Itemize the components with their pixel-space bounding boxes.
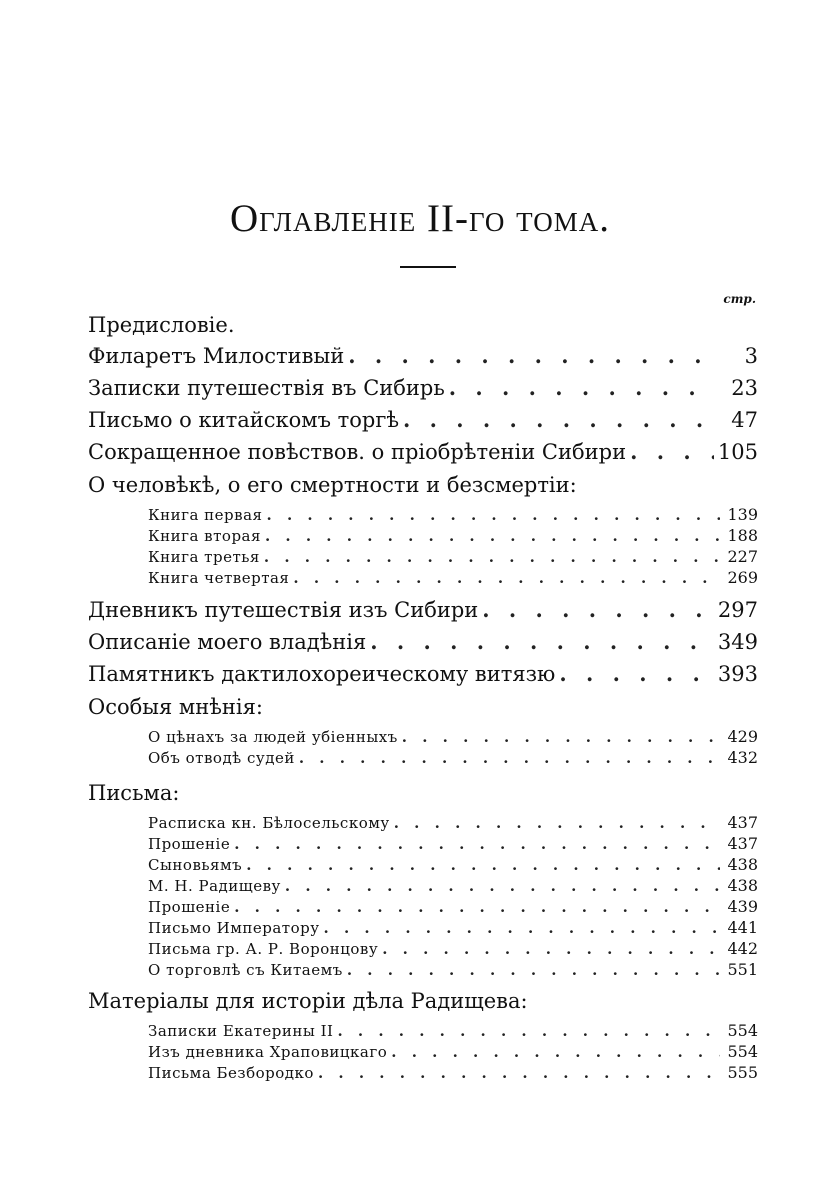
- toc-subentry-page: 555: [727, 1063, 758, 1082]
- toc-entry[interactable]: [88, 340, 758, 372]
- leader-dots: [394, 813, 720, 833]
- leader-dots: [630, 436, 714, 468]
- subentry-group-materials: [148, 1020, 758, 1083]
- toc-entry-page: 105: [717, 440, 758, 464]
- toc-preface[interactable]: Предисловіе.: [88, 313, 235, 337]
- leader-dots: [264, 547, 720, 567]
- leader-dots: [348, 340, 714, 372]
- toc-subentry-label: Записки Екатерины II: [148, 1022, 334, 1040]
- toc-subentry[interactable]: [148, 1041, 758, 1062]
- toc-subentry[interactable]: [148, 854, 758, 875]
- toc-entry[interactable]: [88, 658, 758, 690]
- leader-dots: [347, 960, 720, 980]
- toc-entry-label: Записки путешествія въ Сибирь: [88, 376, 445, 400]
- page-title: Оглавленіе II-го тома.: [229, 197, 611, 240]
- toc-subentry-label: Прошеніе: [148, 898, 231, 916]
- leader-dots: [382, 939, 720, 959]
- toc-subentry-page: 439: [727, 897, 758, 916]
- leader-dots: [267, 505, 720, 525]
- toc-subentry-label: Письма гр. А. Р. Воронцову: [148, 940, 379, 958]
- leader-dots: [324, 918, 720, 938]
- toc-entry-label: Филаретъ Милостивый: [88, 344, 345, 368]
- leader-dots: [265, 526, 720, 546]
- toc-subentry-label: Прошеніе: [148, 835, 231, 853]
- toc-subentry[interactable]: [148, 1062, 758, 1083]
- subentry-group-on-man: [148, 504, 758, 588]
- toc-subentry-page: 437: [727, 813, 758, 832]
- toc-subentry-page: 139: [727, 505, 758, 524]
- toc-subentry-page: 188: [727, 526, 758, 545]
- leader-dots: [299, 748, 720, 768]
- toc-subentry[interactable]: [148, 896, 758, 917]
- toc-subentry[interactable]: [148, 959, 758, 980]
- subentry-group-letters: [148, 812, 758, 980]
- leader-dots: [285, 876, 720, 896]
- toc-subentry[interactable]: [148, 525, 758, 546]
- toc-subentry[interactable]: [148, 917, 758, 938]
- toc-subentry-page: 438: [727, 855, 758, 874]
- toc-subentry-label: Книга вторая: [148, 527, 261, 545]
- toc-subentry[interactable]: [148, 812, 758, 833]
- table-of-contents: [88, 308, 758, 1089]
- toc-entry-label: Описаніе моего владѣнія: [88, 630, 367, 654]
- toc-entry-label: Дневникъ путешествія изъ Сибири: [88, 598, 479, 622]
- toc-subentry-page: 437: [727, 834, 758, 853]
- leader-dots: [391, 1042, 720, 1062]
- toc-subentry[interactable]: [148, 504, 758, 525]
- toc-subentry[interactable]: [148, 726, 758, 747]
- leader-dots: [449, 372, 714, 404]
- toc-entry-label: Письмо о китайскомъ торгѣ: [88, 408, 400, 432]
- toc-entry-page: 3: [744, 344, 758, 368]
- toc-subentry-label: Расписка кн. Бѣлосельскому: [148, 814, 390, 832]
- toc-subentry-label: Книга третья: [148, 548, 260, 566]
- leader-dots: [234, 897, 720, 917]
- toc-entry[interactable]: [88, 404, 758, 436]
- page-column-header: стр.: [723, 292, 756, 306]
- toc-subentry-page: 442: [727, 939, 758, 958]
- toc-entry[interactable]: [88, 594, 758, 626]
- toc-subentry-page: 227: [727, 547, 758, 566]
- toc-subentry-label: О цѣнахъ за людей убіенныхъ: [148, 728, 398, 746]
- toc-subentry-page: 429: [727, 727, 758, 746]
- toc-subentry-label: Объ отводѣ судей: [148, 749, 295, 767]
- toc-entry-page: 393: [717, 662, 758, 686]
- title-divider: [400, 266, 456, 268]
- subentry-group-opinions: [148, 726, 758, 768]
- toc-entry-page: 349: [717, 630, 758, 654]
- toc-subentry[interactable]: [148, 546, 758, 567]
- toc-subentry[interactable]: [148, 567, 758, 588]
- toc-subentry-page: 441: [727, 918, 758, 937]
- toc-entry[interactable]: [88, 436, 758, 468]
- leader-dots: [337, 1021, 720, 1041]
- leader-dots: [293, 568, 720, 588]
- toc-entry[interactable]: [88, 372, 758, 404]
- toc-subentry[interactable]: [148, 833, 758, 854]
- toc-subentry[interactable]: [148, 747, 758, 768]
- toc-entry-page: 23: [731, 376, 758, 400]
- toc-subentry[interactable]: [148, 875, 758, 896]
- toc-subentry-label: Письма Безбородко: [148, 1064, 314, 1082]
- leader-dots: [318, 1063, 720, 1083]
- toc-entry-page: 297: [717, 598, 758, 622]
- leader-dots: [482, 594, 714, 626]
- toc-entry-page: 47: [731, 408, 758, 432]
- toc-subentry-label: Письмо Императору: [148, 919, 320, 937]
- leader-dots: [370, 626, 714, 658]
- toc-subentry-label: Книга четвертая: [148, 569, 290, 587]
- toc-subentry-page: 432: [727, 748, 758, 767]
- toc-subentry[interactable]: [148, 1020, 758, 1041]
- section-heading-materials: Матеріалы для исторіи дѣла Радищева:: [88, 989, 528, 1013]
- toc-subentry-label: Изъ дневника Храповицкаго: [148, 1043, 388, 1061]
- toc-entry-label: Памятникъ дактилохореическому витязю: [88, 662, 556, 686]
- section-heading-letters: Письма:: [88, 781, 180, 805]
- toc-subentry-page: 551: [727, 960, 758, 979]
- toc-subentry-label: Книга первая: [148, 506, 263, 524]
- toc-subentry-page: 554: [727, 1021, 758, 1040]
- toc-entry[interactable]: [88, 626, 758, 658]
- leader-dots: [234, 834, 720, 854]
- leader-dots: [403, 404, 714, 436]
- toc-subentry[interactable]: [148, 938, 758, 959]
- leader-dots: [559, 658, 714, 690]
- leader-dots: [246, 855, 720, 875]
- section-heading-opinions: Особыя мнѣнія:: [88, 695, 263, 719]
- toc-subentry-label: О торговлѣ съ Китаемъ: [148, 961, 343, 979]
- toc-entry-label: Сокращенное повѣствов. о пріобрѣтеніи Сибири: [88, 440, 627, 464]
- section-heading-on-man: О человѣкѣ, о его смертности и безсмертіи:: [88, 473, 577, 497]
- toc-subentry-label: Сыновьямъ: [148, 856, 243, 874]
- leader-dots: [402, 727, 720, 747]
- toc-subentry-label: М. Н. Радищеву: [148, 877, 281, 895]
- toc-subentry-page: 438: [727, 876, 758, 895]
- toc-subentry-page: 554: [727, 1042, 758, 1061]
- toc-subentry-page: 269: [727, 568, 758, 587]
